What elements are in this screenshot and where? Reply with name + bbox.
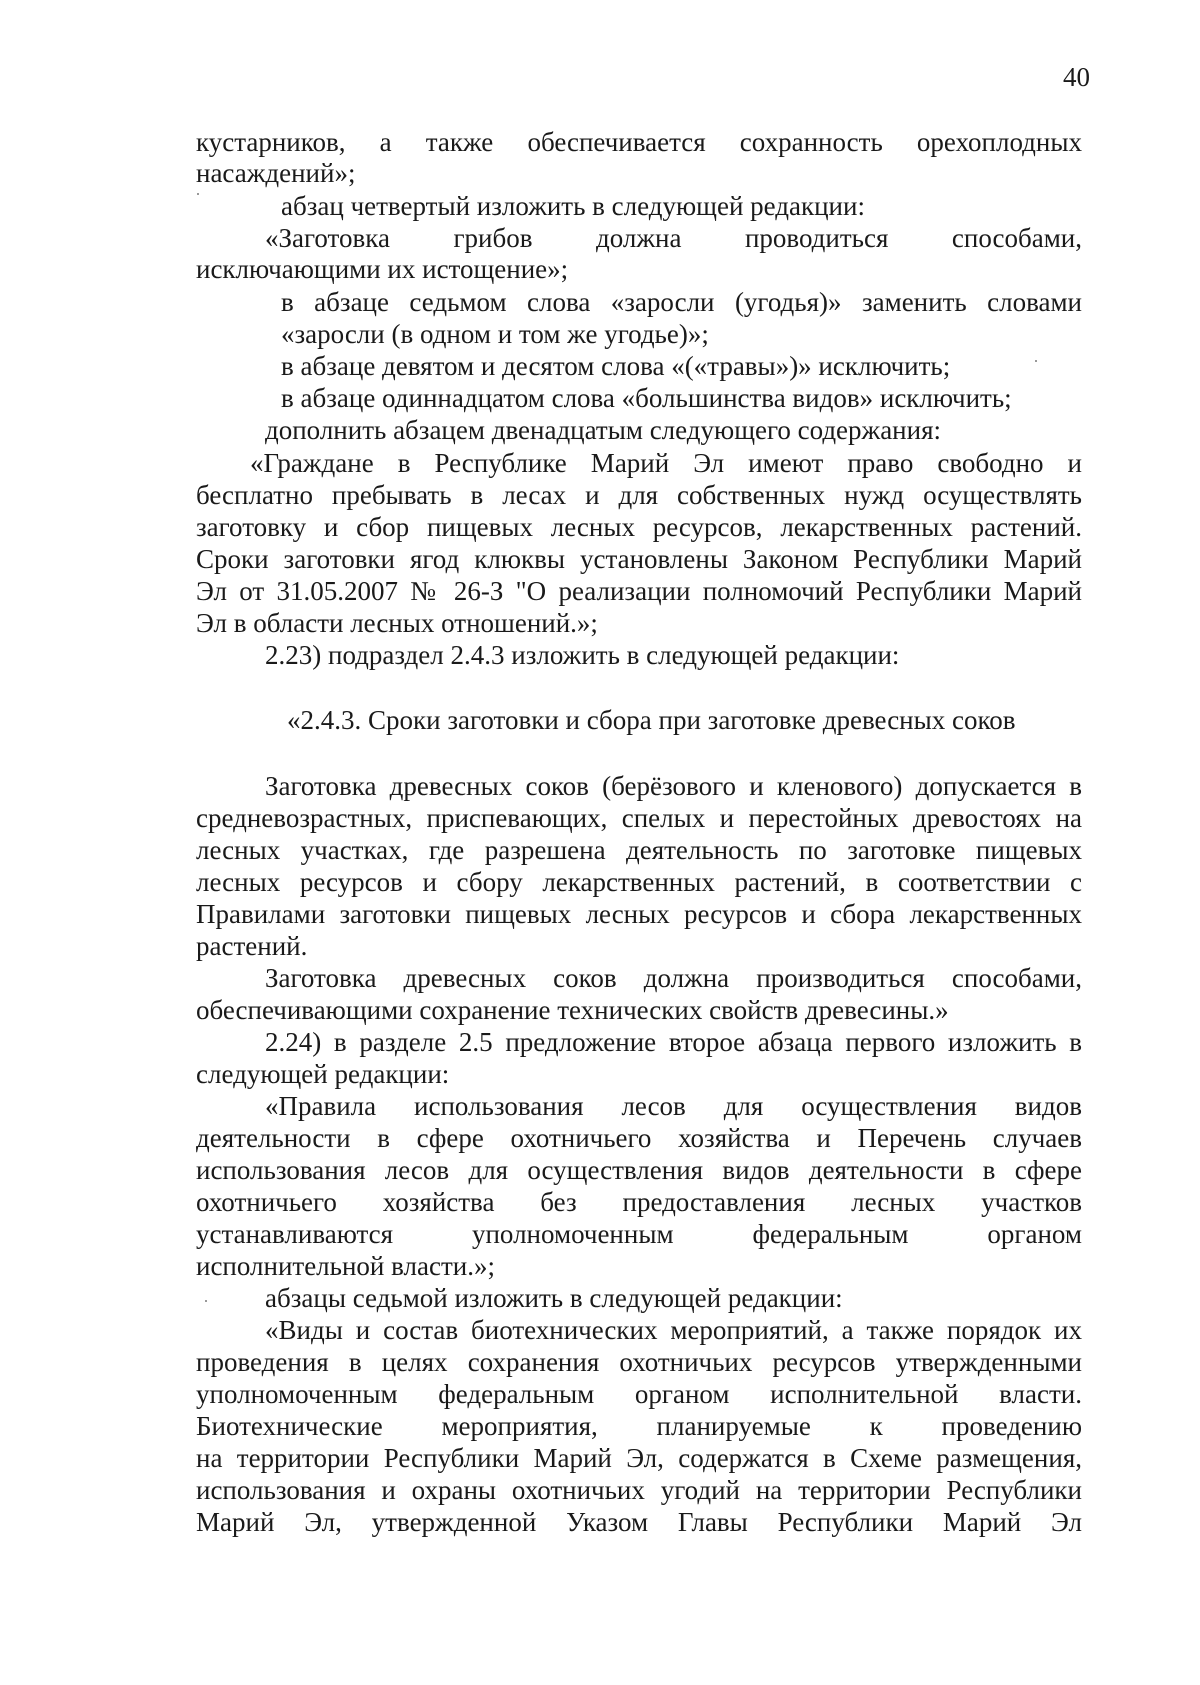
text-line: «заросли (в одном и том же угодье)»; bbox=[281, 319, 709, 349]
text-line: исполнительной власти.»; bbox=[196, 1251, 495, 1281]
text-line: устанавливаются уполномоченным федеральным органом bbox=[196, 1219, 1082, 1249]
text-line: исключающими их истощение»; bbox=[196, 254, 569, 284]
text-line: бесплатно пребывать в лесах и для собственных нужд осуществлять bbox=[196, 480, 1082, 510]
text-line: Правилами заготовки пищевых лесных ресурсов и сбора лекарственных bbox=[196, 899, 1082, 929]
text-line: абзац четвертый изложить в следующей редакции: bbox=[281, 191, 865, 221]
text-line: Эл от 31.05.2007 № 26-З "О реализации полномочий Республики Марий bbox=[196, 576, 1082, 606]
text-line: насаждений»; bbox=[196, 158, 356, 188]
text-line: Заготовка древесных соков должна производиться способами, bbox=[265, 963, 1082, 993]
text-line: абзацы седьмой изложить в следующей редакции: bbox=[265, 1283, 843, 1313]
text-line: лесных участках, где разрешена деятельность по заготовке пищевых bbox=[196, 835, 1082, 865]
text-line: в абзаце одиннадцатом слова «большинства видов» исключить; bbox=[281, 383, 1012, 413]
text-line: Биотехнические мероприятия, планируемые к проведению bbox=[196, 1411, 1082, 1441]
text-line: в абзаце седьмом слова «заросли (угодья)» заменить словами bbox=[281, 287, 1082, 317]
text-line: обеспечивающими сохранение технических свойств древесины.» bbox=[196, 995, 949, 1025]
text-line: средневозрастных, приспевающих, спелых и перестойных древостоях на bbox=[196, 803, 1082, 833]
text-line: лесных ресурсов и сбору лекарственных растений, в соответствии с bbox=[196, 867, 1082, 897]
text-line: уполномоченным федеральным органом исполнительной власти. bbox=[196, 1379, 1082, 1409]
text-line: в абзаце девятом и десятом слова «(«травы»)» исключить; bbox=[281, 351, 951, 381]
text-line: деятельности в сфере охотничьего хозяйства и Перечень случаев bbox=[196, 1123, 1082, 1153]
scan-speck bbox=[205, 1300, 207, 1302]
text-line: «Граждане в Республике Марий Эл имеют право свободно и bbox=[250, 448, 1082, 478]
scan-speck bbox=[197, 193, 199, 195]
text-line: Заготовка древесных соков (берёзового и кленового) допускается в bbox=[265, 771, 1082, 801]
text-line: растений. bbox=[196, 931, 308, 961]
text-line: на территории Республики Марий Эл, содержатся в Схеме размещения, bbox=[196, 1443, 1082, 1473]
text-line: охотничьего хозяйства без предоставления лесных участков bbox=[196, 1187, 1082, 1217]
text-line: дополнить абзацем двенадцатым следующего содержания: bbox=[265, 415, 942, 445]
text-line: Сроки заготовки ягод клюквы установлены Законом Республики Марий bbox=[196, 544, 1082, 574]
text-line: проведения в целях сохранения охотничьих ресурсов утвержденными bbox=[196, 1347, 1082, 1377]
text-line: использования и охраны охотничьих угодий на территории Республики bbox=[196, 1475, 1082, 1505]
text-line: кустарников, а также обеспечивается сохранность орехоплодных bbox=[196, 127, 1082, 157]
text-line: «Правила использования лесов для осуществления видов bbox=[265, 1091, 1082, 1121]
text-line: следующей редакции: bbox=[196, 1059, 450, 1089]
text-line: «Виды и состав биотехнических мероприятий, а также порядок их bbox=[265, 1315, 1082, 1345]
text-line: «Заготовка грибов должна проводиться способами, bbox=[265, 223, 1082, 253]
scan-speck bbox=[1035, 360, 1037, 362]
section-heading: «2.4.3. Сроки заготовки и сбора при заготовке древесных соков bbox=[287, 705, 1016, 735]
text-line: 2.24) в разделе 2.5 предложение второе абзаца первого изложить в bbox=[265, 1027, 1082, 1057]
text-line: заготовку и сбор пищевых лесных ресурсов, лекарственных растений. bbox=[196, 512, 1082, 542]
page-number: 40 bbox=[1063, 62, 1090, 92]
text-line: 2.23) подраздел 2.4.3 изложить в следующей редакции: bbox=[265, 640, 900, 670]
text-line: Эл в области лесных отношений.»; bbox=[196, 608, 598, 638]
text-line: Марий Эл, утвержденной Указом Главы Республики Марий Эл bbox=[196, 1507, 1082, 1537]
text-line: использования лесов для осуществления видов деятельности в сфере bbox=[196, 1155, 1082, 1185]
